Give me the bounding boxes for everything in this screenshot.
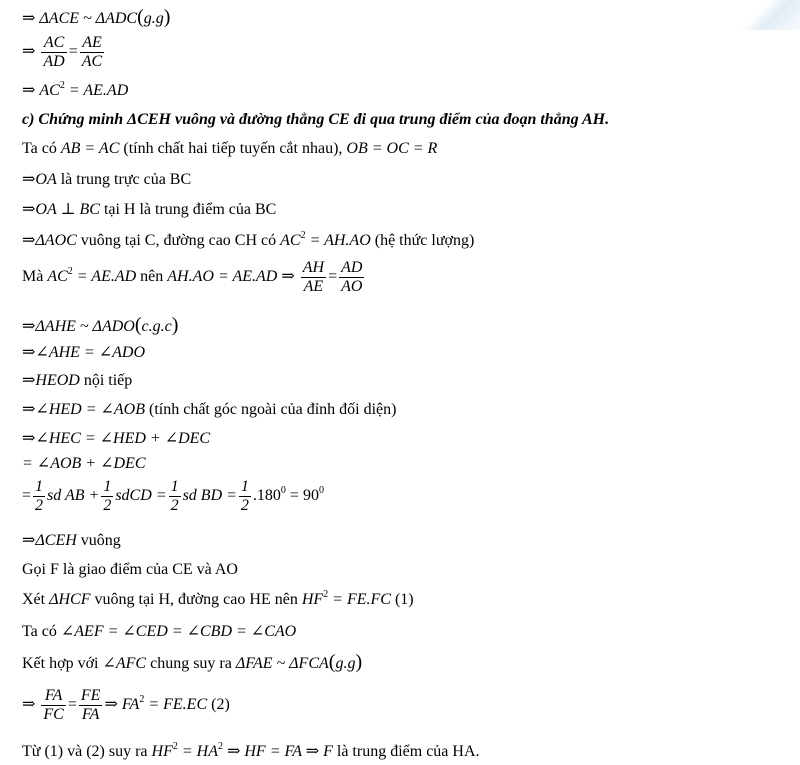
fraction: $\frac{AE}{AC}$ — [81, 34, 103, 70]
line-ac-squared: ⇒ $AC^2 = AE.AD$ — [22, 80, 129, 99]
fraction: $\frac{FE}{FA}$ — [80, 687, 101, 723]
corner-decoration — [730, 0, 800, 30]
fraction: $\frac{1}{2}$ — [103, 478, 112, 514]
line-hcf-right-triangle: Xét ΔHCF vuông tại H, đường cao HE nên $HF^2 = FE.FC$ (1) — [22, 589, 414, 608]
line-fa-squared: ⇒ $\frac{FA}{FC}$ = $\frac{FE}{FA}$ ⇒ $FA^2 = FE.EC$ (2) — [22, 687, 230, 723]
fraction: $\frac{1}{2}$ — [170, 478, 179, 514]
fraction: $\frac{AD}{AO}$ — [341, 259, 363, 295]
line-define-f: Gọi F là giao điểm của CE và AO — [22, 561, 238, 578]
line-ab-equals-ac: Ta có AB = AC (tính chất hai tiếp tuyến cắt nhau), OB = OC = R — [22, 140, 438, 157]
fraction: $\frac{AC}{AD}$ — [43, 34, 65, 70]
line-oa-perp-bc: ⇒OA ⊥ BC tại H là trung điểm của BC — [22, 201, 277, 218]
fraction: $\frac{1}{2}$ — [240, 478, 249, 514]
line-angle-hed-aob: ⇒∠HED = ∠AOB (tính chất góc ngoài của đỉnh đối diện) — [22, 401, 397, 418]
section-heading-c: c) Chứng minh ΔCEH vuông và đường thẳng CE đi qua trung điểm của đoạn thẳng AH. — [22, 111, 610, 128]
line-ratio-ac-ad: ⇒ $\frac{AC}{AD}$ = $\frac{AE}{AC}$ — [22, 34, 103, 70]
line-arc-sum-90: = $\frac{1}{2}$ sd AB + $\frac{1}{2}$ sdCD = $\frac{1}{2}$ sd BD = $\frac{1}{2}$ $.180^0 = 90^0$ — [22, 478, 324, 514]
line-aoc-right-triangle: ⇒ΔAOC vuông tại C, đường cao CH có $AC^2 = AH.AO$ (hệ thức lượng) — [22, 230, 475, 249]
line-oa-perpendicular-bisector: ⇒OA là trung trực của BC — [22, 171, 192, 188]
line-similarity-ahe-ado: ⇒ΔAHE ~ ΔADO(c.g.c) — [22, 314, 179, 336]
line-similarity-ace-adc: ⇒ ΔACE ~ ΔADC(g.g) — [22, 6, 171, 28]
line-angle-ahe-ado: ⇒∠AHE = ∠ADO — [22, 344, 145, 361]
fraction: $\frac{1}{2}$ — [35, 478, 44, 514]
line-angle-sum: = ∠AOB + ∠DEC — [22, 455, 146, 472]
fraction: $\frac{AH}{AE}$ — [302, 259, 325, 295]
line-heod-cyclic: ⇒HEOD nội tiếp — [22, 372, 133, 389]
line-ratio-ah-ae: Mà $AC^2 = AE.AD$ nên AH.AO = AE.AD ⇒ $\frac{AH}{AE}$ = $\frac{AD}{AO}$ — [22, 259, 363, 295]
implies-arrow: ⇒ — [22, 10, 36, 27]
line-ceh-right: ⇒ΔCEH vuông — [22, 532, 121, 549]
fraction: $\frac{FA}{FC}$ — [43, 687, 64, 723]
line-angle-chain: Ta có ∠AEF = ∠CED = ∠CBD = ∠CAO — [22, 623, 297, 640]
line-similarity-fae-fca: Kết hợp với ∠AFC chung suy ra ΔFAE ~ ΔFCA(g.g) — [22, 651, 363, 673]
line-conclusion: Từ (1) và (2) suy ra $HF^2 = HA^2$ ⇒ HF = FA ⇒ F là trung điểm của HA. — [22, 741, 480, 760]
line-angle-hec: ⇒∠HEC = ∠HED + ∠DEC — [22, 430, 211, 447]
